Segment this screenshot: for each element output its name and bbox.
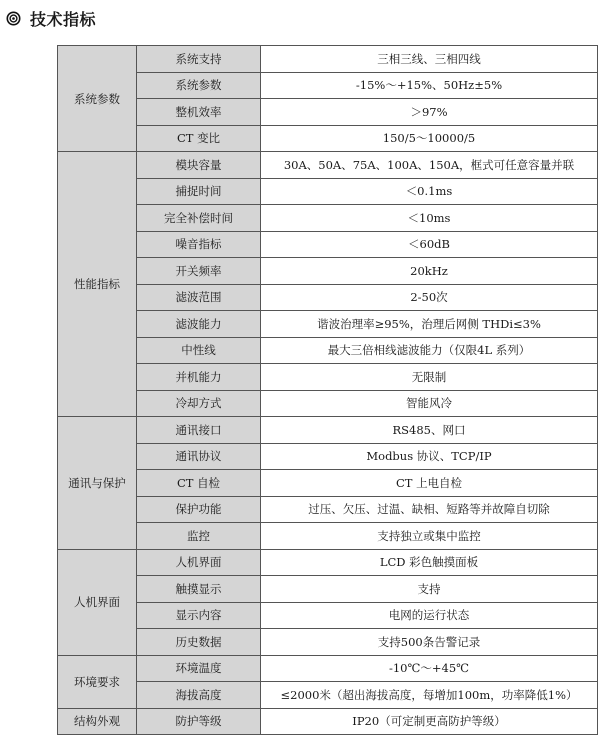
table-row xyxy=(58,576,598,603)
parameter-name-cell: 模块容量 xyxy=(137,152,261,179)
parameter-name-cell: 系统参数 xyxy=(137,72,261,99)
parameter-name-cell: 环境温度 xyxy=(137,655,261,682)
table-row xyxy=(58,178,598,205)
table-row xyxy=(58,443,598,470)
parameter-value-cell: 最大三倍相线滤波能力（仅限4L 系列） xyxy=(261,337,598,364)
parameter-name-cell: 系统支持 xyxy=(137,46,261,73)
parameter-name-cell: 噪音指标 xyxy=(137,231,261,258)
parameter-value-cell: 30A、50A、75A、100A、150A，框式可任意容量并联 xyxy=(261,152,598,179)
table-row xyxy=(58,152,598,179)
table-row xyxy=(58,364,598,391)
table-row xyxy=(58,337,598,364)
parameter-value-cell: 2-50次 xyxy=(261,284,598,311)
parameter-name-cell: 人机界面 xyxy=(137,549,261,576)
parameter-value-cell: -10℃～+45℃ xyxy=(261,655,598,682)
parameter-name-cell: 监控 xyxy=(137,523,261,550)
table-row xyxy=(58,72,598,99)
table-row xyxy=(58,655,598,682)
table-row xyxy=(58,470,598,497)
parameter-value-cell: 谐波治理率≥95%，治理后网侧 THDi≤3% xyxy=(261,311,598,338)
parameter-value-cell: CT 上电自检 xyxy=(261,470,598,497)
group-label-cell: 系统参数 xyxy=(58,46,137,152)
parameter-value-cell: 支持500条告警记录 xyxy=(261,629,598,656)
parameter-value-cell: Modbus 协议、TCP/IP xyxy=(261,443,598,470)
parameter-value-cell: ＜10ms xyxy=(261,205,598,232)
parameter-value-cell: -15%～+15%、50Hz±5% xyxy=(261,72,598,99)
parameter-value-cell: LCD 彩色触摸面板 xyxy=(261,549,598,576)
parameter-name-cell: 滤波能力 xyxy=(137,311,261,338)
parameter-name-cell: 中性线 xyxy=(137,337,261,364)
double-circle-bullet-icon xyxy=(6,11,21,26)
table-row xyxy=(58,99,598,126)
parameter-value-cell: ＞97% xyxy=(261,99,598,126)
parameter-value-cell: 电网的运行状态 xyxy=(261,602,598,629)
section-title: 技术指标 xyxy=(30,9,97,29)
parameter-name-cell: 完全补偿时间 xyxy=(137,205,261,232)
table-row xyxy=(58,258,598,285)
parameter-value-cell: 支持独立或集中监控 xyxy=(261,523,598,550)
parameter-value-cell: IP20（可定制更高防护等级） xyxy=(261,708,598,735)
group-label-cell: 环境要求 xyxy=(58,655,137,708)
group-label-cell: 性能指标 xyxy=(58,152,137,417)
parameter-name-cell: 通讯接口 xyxy=(137,417,261,444)
parameter-name-cell: 历史数据 xyxy=(137,629,261,656)
table-row xyxy=(58,284,598,311)
table-row xyxy=(58,682,598,709)
table-row xyxy=(58,231,598,258)
table-row xyxy=(58,523,598,550)
parameter-value-cell: 20kHz xyxy=(261,258,598,285)
parameter-value-cell: 150/5～10000/5 xyxy=(261,125,598,152)
parameter-name-cell: 通讯协议 xyxy=(137,443,261,470)
parameter-name-cell: 开关频率 xyxy=(137,258,261,285)
table-row xyxy=(58,496,598,523)
parameter-value-cell: ＜60dB xyxy=(261,231,598,258)
parameter-value-cell: RS485、网口 xyxy=(261,417,598,444)
parameter-value-cell: 无限制 xyxy=(261,364,598,391)
table-row xyxy=(58,390,598,417)
group-label-cell: 结构外观 xyxy=(58,708,137,735)
parameter-name-cell: 显示内容 xyxy=(137,602,261,629)
parameter-name-cell: 捕捉时间 xyxy=(137,178,261,205)
parameter-name-cell: 并机能力 xyxy=(137,364,261,391)
parameter-name-cell: 触摸显示 xyxy=(137,576,261,603)
table-row xyxy=(58,629,598,656)
parameter-name-cell: CT 自检 xyxy=(137,470,261,497)
parameter-name-cell: CT 变比 xyxy=(137,125,261,152)
spec-table-body xyxy=(58,46,598,735)
table-row xyxy=(58,708,598,735)
parameter-value-cell: 三相三线、三相四线 xyxy=(261,46,598,73)
table-row xyxy=(58,205,598,232)
spec-table xyxy=(57,45,598,735)
section-heading xyxy=(6,7,96,29)
table-row xyxy=(58,46,598,73)
group-label-cell: 通讯与保护 xyxy=(58,417,137,550)
table-row xyxy=(58,417,598,444)
parameter-value-cell: 过压、欠压、过温、缺相、短路等并故障自切除 xyxy=(261,496,598,523)
parameter-name-cell: 整机效率 xyxy=(137,99,261,126)
parameter-name-cell: 滤波范围 xyxy=(137,284,261,311)
parameter-name-cell: 冷却方式 xyxy=(137,390,261,417)
parameter-value-cell: 支持 xyxy=(261,576,598,603)
parameter-name-cell: 保护功能 xyxy=(137,496,261,523)
parameter-name-cell: 海拔高度 xyxy=(137,682,261,709)
table-row xyxy=(58,311,598,338)
table-row xyxy=(58,602,598,629)
group-label-cell: 人机界面 xyxy=(58,549,137,655)
parameter-value-cell: ＜0.1ms xyxy=(261,178,598,205)
parameter-value-cell: ≤2000米（超出海拔高度，每增加100m，功率降低1%） xyxy=(261,682,598,709)
parameter-name-cell: 防护等级 xyxy=(137,708,261,735)
table-row xyxy=(58,549,598,576)
table-row xyxy=(58,125,598,152)
parameter-value-cell: 智能风冷 xyxy=(261,390,598,417)
